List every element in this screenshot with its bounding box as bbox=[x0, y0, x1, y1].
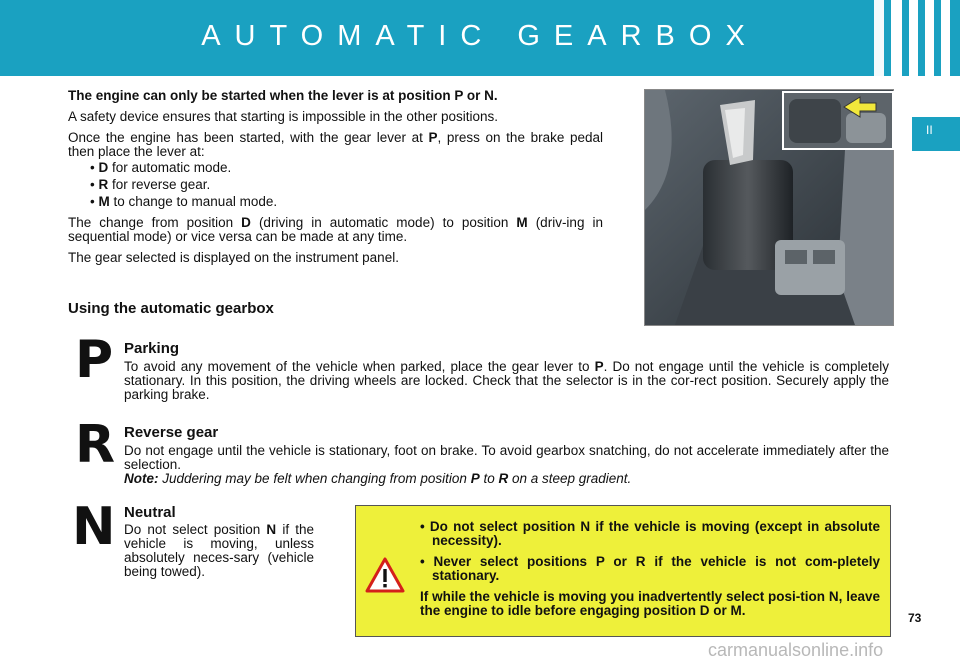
intro-p1: A safety device ensures that starting is impossible in the other positions. bbox=[68, 109, 498, 124]
intro-p3: The change from position D (driving in automatic mode) to position M (driv-ing in sequential mode) or vice versa can be made at any time. bbox=[68, 215, 603, 244]
reverse-title: Reverse gear bbox=[124, 424, 219, 441]
page-header bbox=[0, 0, 960, 76]
neutral-text: Do not select position N if the vehicle is moving, unless absolutely neces-sary (vehicle being towed). bbox=[124, 522, 314, 579]
warning-paragraph: If while the vehicle is moving you inadvertently select posi-tion N, leave the engine to idle before engaging position D or M. bbox=[420, 589, 880, 618]
chapter-tab[interactable] bbox=[912, 117, 960, 151]
warning-bullet-2: • Never select positions P or R if the vehicle is not com-pletely stationary. bbox=[420, 554, 880, 583]
list-item: • R for reverse gear. bbox=[90, 177, 211, 192]
warning-text bbox=[420, 520, 880, 625]
intro-text bbox=[68, 89, 603, 272]
neutral-title: Neutral bbox=[124, 504, 176, 521]
letter-r-icon: R bbox=[75, 415, 116, 475]
intro-p4: The gear selected is displayed on the instrument panel. bbox=[68, 250, 399, 265]
intro-p2: Once the engine has been started, with the gear lever at P, press on the brake pedal then place the lever at: bbox=[68, 130, 603, 159]
chapter-tab-label: II bbox=[926, 123, 933, 137]
list-item: • D for automatic mode. bbox=[90, 160, 232, 175]
warning-triangle-icon bbox=[365, 557, 405, 593]
parking-title: Parking bbox=[124, 340, 180, 357]
letter-p-icon: P bbox=[75, 330, 114, 390]
letter-n-icon: N bbox=[72, 497, 116, 557]
list-item: • M to change to manual mode. bbox=[90, 194, 278, 209]
page-title: AUTOMATIC GEARBOX bbox=[201, 20, 759, 52]
watermark[interactable]: carmanualsonline.info bbox=[708, 640, 884, 660]
inset-illustration bbox=[784, 93, 892, 148]
dashboard-inset bbox=[782, 91, 894, 150]
intro-heading: The engine can only be started when the lever is at position P or N. bbox=[68, 88, 498, 103]
warning-bullet-1: • Do not select position N if the vehicle is moving (except in absolute necessity). bbox=[420, 519, 880, 548]
reverse-text: Do not engage until the vehicle is stationary, foot on brake. To avoid gearbox snatching, do not accelerate immediately after the selection. Note: Juddering may be felt when changing from position P to R on a steep gradient. bbox=[124, 443, 889, 486]
header-stripes bbox=[874, 0, 950, 76]
page-number: 73 bbox=[908, 611, 922, 625]
section-subheading: Using the automatic gearbox bbox=[68, 300, 274, 317]
parking-text: To avoid any movement of the vehicle when parked, place the gear lever to P. Do not engage until the vehicle is completely stationary. In this position, the driving wheels are locked. Check that the selector is in the cor-rect position. Securely apply the parking brake. bbox=[124, 359, 889, 402]
